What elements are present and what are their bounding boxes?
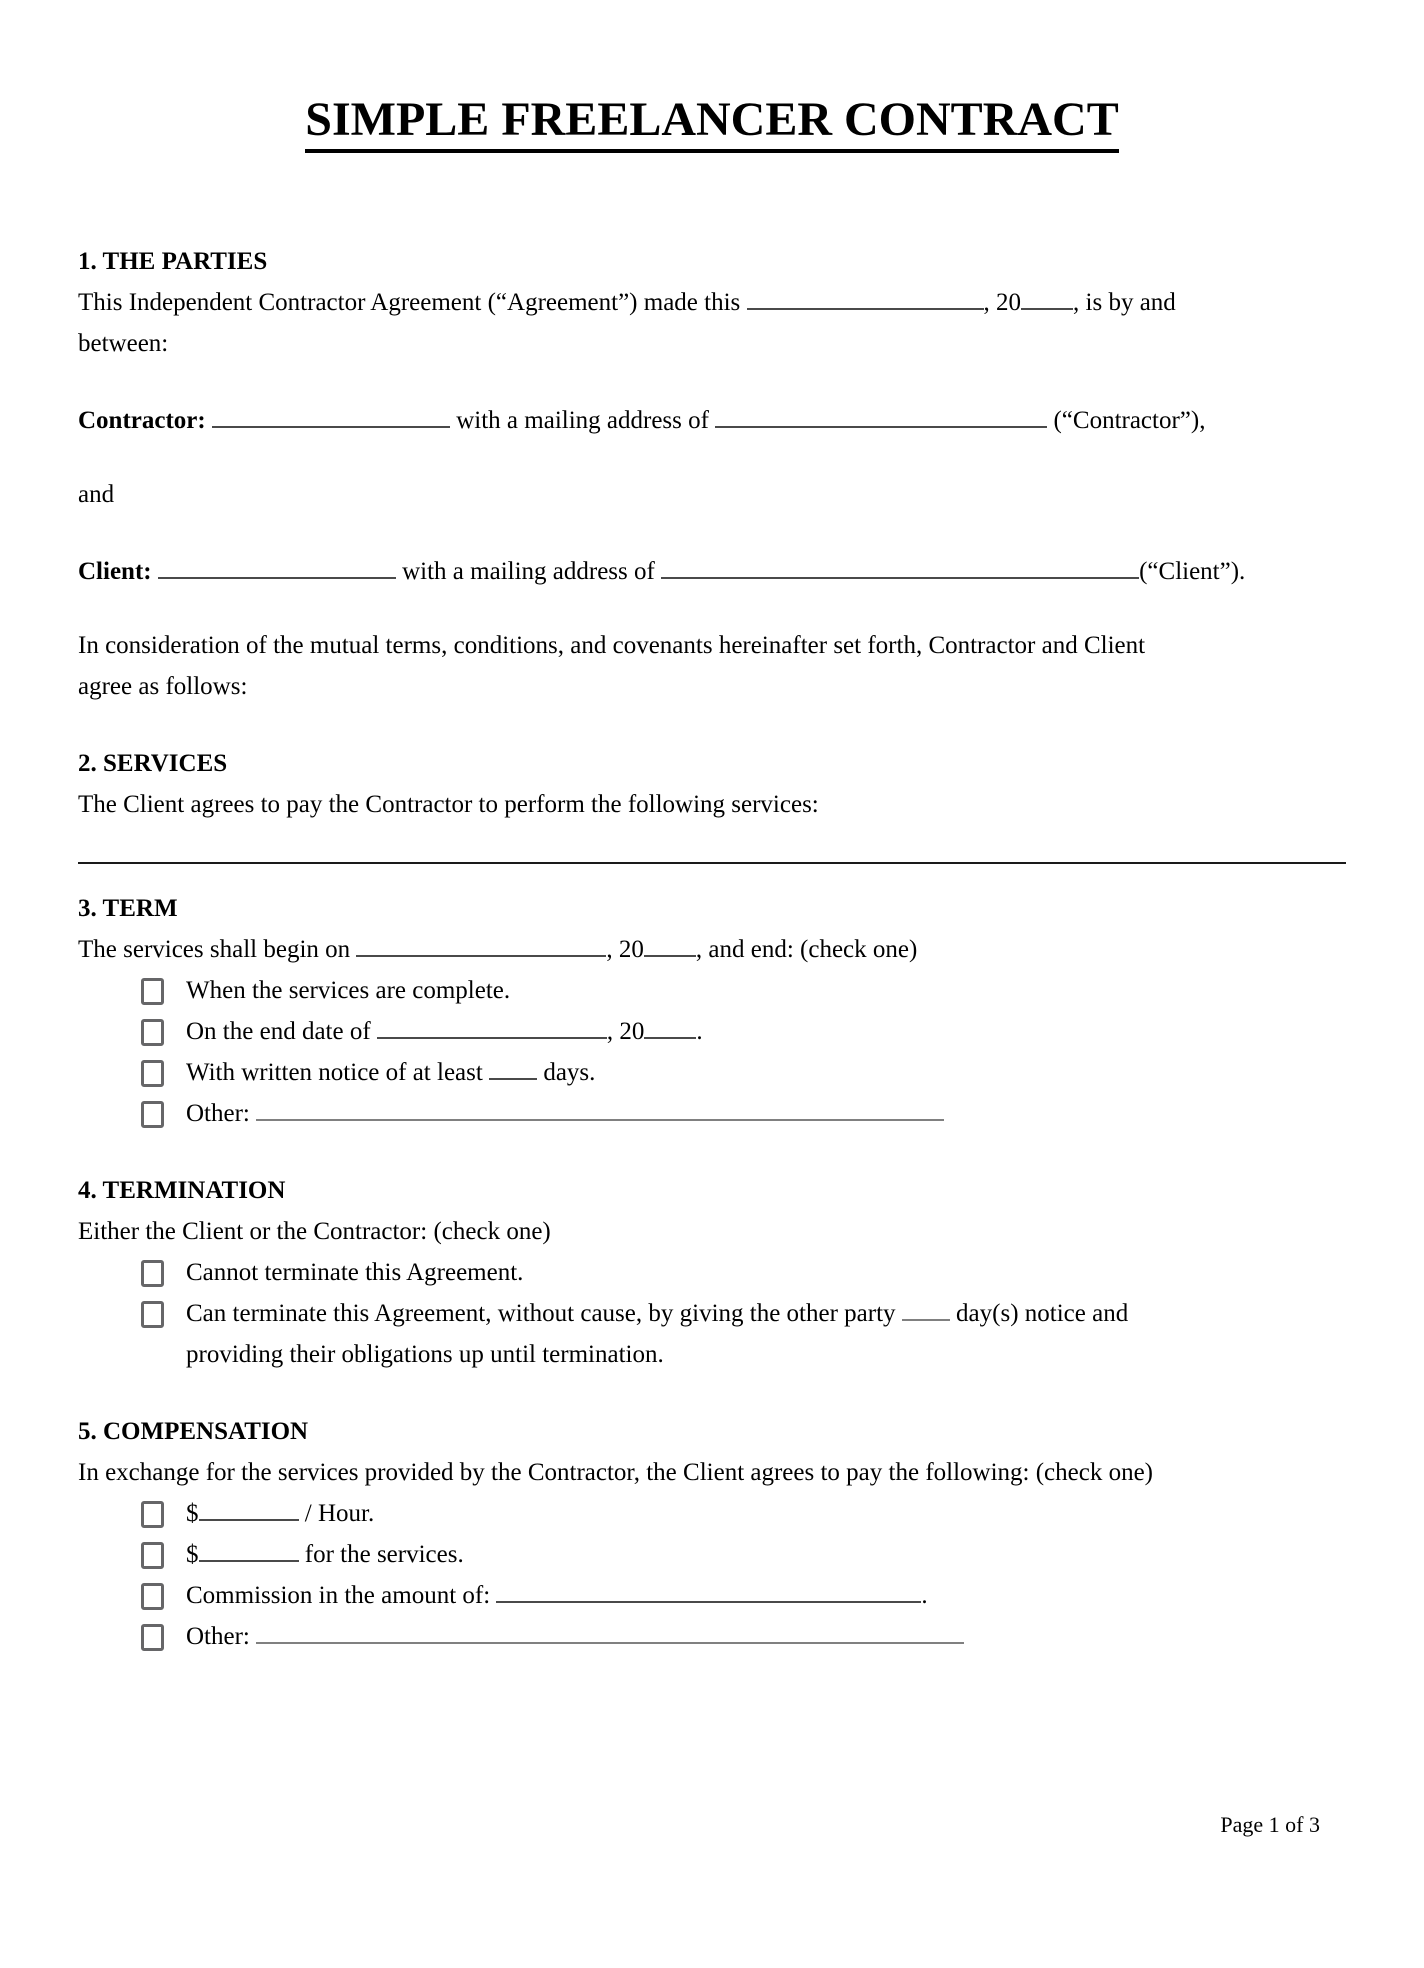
termination-intro-text: Either the Client or the Contractor: (check one) [78, 1218, 551, 1245]
term-notice-days-blank[interactable] [489, 1054, 537, 1080]
contractor-end-text: (“Contractor”), [1047, 407, 1206, 434]
term-option-complete [141, 970, 1346, 1011]
section-compensation-heading: 5. COMPENSATION [78, 1418, 309, 1445]
compensation-commission-text-2: . [921, 1582, 928, 1609]
term-option-end-date [141, 1011, 1346, 1052]
services-paragraph [78, 784, 1346, 825]
compensation-other-label: Other: [186, 1623, 257, 1650]
section-parties [78, 241, 1346, 707]
termination-intro-line [78, 1211, 1346, 1252]
section-services [78, 743, 1346, 864]
client-address-blank[interactable] [661, 553, 1139, 579]
term-other-blank[interactable] [256, 1095, 944, 1121]
compensation-fixed-text-1: $ [186, 1541, 199, 1568]
agreement-intro-paragraph [78, 282, 1346, 364]
compensation-option-hourly [141, 1493, 1346, 1534]
and-text: and [78, 481, 115, 508]
compensation-other-blank[interactable] [256, 1618, 964, 1644]
termination-option-can-text-3: providing their obligations up until termination. [186, 1341, 664, 1368]
compensation-hourly-text-1: $ [186, 1500, 199, 1527]
consideration-paragraph [78, 625, 1346, 707]
page-number: Page 1 of 3 [1220, 1812, 1320, 1837]
agreement-year-blank[interactable] [1021, 284, 1073, 310]
contractor-colon: : [197, 407, 212, 434]
term-intro-line [78, 929, 1346, 970]
termination-option-can-text-1: Can terminate this Agreement, without cause, by giving the other party [186, 1300, 902, 1327]
term-option-complete-label: When the services are complete. [186, 977, 511, 1004]
termination-option-cannot-checkbox-icon[interactable] [141, 1260, 164, 1287]
compensation-option-other [141, 1616, 1346, 1657]
section-termination-heading: 4. TERMINATION [78, 1177, 286, 1204]
term-intro-text-2: , 20 [606, 936, 644, 963]
term-option-written-notice-checkbox-icon[interactable] [141, 1060, 164, 1087]
termination-days-blank[interactable] [902, 1295, 950, 1321]
termination-option-can [141, 1293, 1346, 1375]
client-end-text: (“Client”). [1139, 558, 1246, 585]
contractor-mid-text: with a mailing address of [449, 407, 716, 434]
client-label: Client [78, 558, 144, 585]
term-intro-text-3: , and end: (check one) [695, 936, 918, 963]
term-start-year-blank[interactable] [644, 931, 696, 957]
term-option-end-date-text-3: . [696, 1018, 703, 1045]
compensation-option-fixed [141, 1534, 1346, 1575]
compensation-option-hourly-checkbox-icon[interactable] [141, 1501, 164, 1528]
commission-amount-blank[interactable] [496, 1577, 921, 1603]
term-option-notice-text-2: days. [537, 1059, 596, 1086]
intro-text-4: between: [78, 330, 169, 357]
contractor-name-blank[interactable] [212, 402, 450, 428]
compensation-commission-text-1: Commission in the amount of: [186, 1582, 497, 1609]
term-option-end-date-checkbox-icon[interactable] [141, 1019, 164, 1046]
consideration-text-2: agree as follows: [78, 673, 248, 700]
services-text: The Client agrees to pay the Contractor to perform the following services: [78, 791, 819, 818]
term-option-notice-text-1: With written notice of at least [186, 1059, 490, 1086]
term-option-written-notice [141, 1052, 1346, 1093]
term-option-end-date-text-1: On the end date of [186, 1018, 377, 1045]
section-parties-heading: 1. THE PARTIES [78, 248, 268, 275]
section-compensation [78, 1411, 1346, 1657]
compensation-hourly-text-2: / Hour. [298, 1500, 375, 1527]
termination-option-cannot [141, 1252, 1346, 1293]
term-option-other-checkbox-icon[interactable] [141, 1101, 164, 1128]
term-option-other [141, 1093, 1346, 1134]
compensation-intro-text: In exchange for the services provided by the Contractor, the Client agrees to pay the following: (check one) [78, 1459, 1154, 1486]
intro-text-1: This Independent Contractor Agreement (“Agreement”) made this [78, 289, 747, 316]
term-option-end-date-text-2: , 20 [606, 1018, 645, 1045]
consideration-text-1: In consideration of the mutual terms, conditions, and covenants hereinafter set forth, Contractor and Client [78, 632, 1146, 659]
fixed-amount-blank[interactable] [199, 1536, 299, 1562]
document-title [78, 92, 1346, 153]
compensation-intro-line [78, 1452, 1346, 1493]
term-end-year-blank[interactable] [644, 1013, 696, 1039]
term-start-date-blank[interactable] [356, 931, 606, 957]
services-description-blank[interactable] [78, 838, 1346, 864]
term-intro-text-1: The services shall begin on [78, 936, 357, 963]
term-option-complete-checkbox-icon[interactable] [141, 978, 164, 1005]
term-end-date-blank[interactable] [377, 1013, 607, 1039]
compensation-option-other-checkbox-icon[interactable] [141, 1624, 164, 1651]
section-termination [78, 1170, 1346, 1375]
client-line [78, 551, 1346, 592]
compensation-option-commission [141, 1575, 1346, 1616]
document-title-text: SIMPLE FREELANCER CONTRACT [305, 92, 1118, 153]
compensation-fixed-text-2: for the services. [298, 1541, 464, 1568]
termination-option-cannot-label: Cannot terminate this Agreement. [186, 1259, 524, 1286]
termination-option-can-checkbox-icon[interactable] [141, 1301, 164, 1328]
hourly-rate-blank[interactable] [199, 1495, 299, 1521]
agreement-date-blank[interactable] [747, 284, 984, 310]
and-line [78, 474, 1346, 515]
termination-option-can-text-2: day(s) notice and [949, 1300, 1129, 1327]
contractor-line [78, 400, 1346, 441]
client-mid-text: with a mailing address of [395, 558, 662, 585]
compensation-option-fixed-checkbox-icon[interactable] [141, 1542, 164, 1569]
intro-text-3: , is by and [1073, 289, 1176, 316]
section-term [78, 888, 1346, 1134]
contractor-address-blank[interactable] [715, 402, 1047, 428]
client-colon: : [143, 558, 158, 585]
contractor-label: Contractor [78, 407, 198, 434]
term-option-other-label: Other: [186, 1100, 257, 1127]
section-term-heading: 3. TERM [78, 895, 178, 922]
intro-text-2: , 20 [983, 289, 1022, 316]
compensation-option-commission-checkbox-icon[interactable] [141, 1583, 164, 1610]
section-services-heading: 2. SERVICES [78, 750, 228, 777]
client-name-blank[interactable] [158, 553, 396, 579]
